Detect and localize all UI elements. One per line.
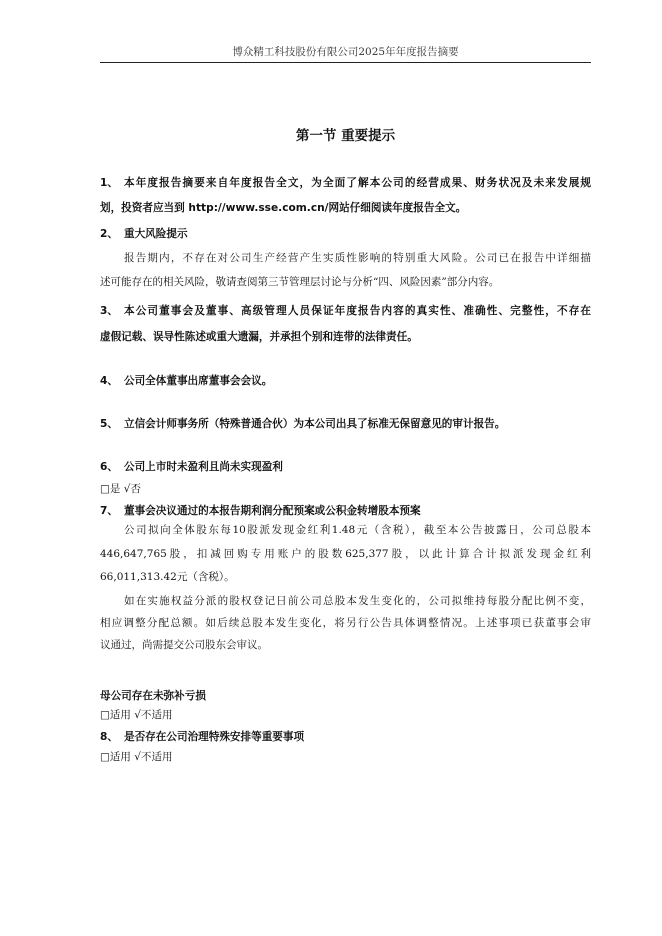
item-3-text-line2: 虚假记载、误导性陈述或重大遗漏，并承担个别和连带的法律责任。 bbox=[100, 331, 418, 343]
item-7-para2-line3: 议通过，尚需提交公司股东会审议。 bbox=[100, 639, 268, 651]
item-7-para1-line2: 446,647,765股，扣减回购专用账户的股数625,377股，以此计算合计拟派发现金红利 bbox=[100, 548, 591, 560]
item-4-number: 4、 bbox=[100, 375, 118, 387]
item-2-para-line1: 报告期内，不存在对公司生产经营产生实质性影响的特别重大风险。公司已在报告中详细描 bbox=[124, 252, 591, 264]
page-header: 博众精工科技股份有限公司2025年年度报告摘要 bbox=[232, 46, 459, 58]
item-5-text: 立信会计师事务所（特殊普通合伙）为本公司出具了标准无保留意见的审计报告。 bbox=[124, 418, 506, 430]
item-6-option: □是 √否 bbox=[100, 483, 141, 495]
item-1-number: 1、 bbox=[100, 177, 118, 189]
item-7-number: 7、 bbox=[100, 505, 118, 517]
item-6-number: 6、 bbox=[100, 461, 118, 473]
item-3-text-line1: 本公司董事会及董事、高级管理人员保证年度报告内容的真实性、准确性、完整性，不存在 bbox=[124, 305, 591, 317]
item-7-para2-line2: 相应调整分配总额。如后续总股本发生变化，将另行公告具体调整情况。上述事项已获董事会审 bbox=[100, 617, 591, 629]
item-8-number: 8、 bbox=[100, 731, 118, 743]
item-8-heading: 是否存在公司治理特殊安排等重要事项 bbox=[124, 731, 305, 743]
section-title: 第一节 重要提示 bbox=[295, 128, 396, 144]
item-2-number: 2、 bbox=[100, 228, 118, 240]
item-2-para-line2: 述可能存在的相关风险，敬请查阅第三节管理层讨论与分析“四、风险因素”部分内容。 bbox=[100, 276, 500, 288]
item-3-number: 3、 bbox=[100, 305, 118, 317]
item-5-number: 5、 bbox=[100, 418, 118, 430]
item-8-option: □适用 √不适用 bbox=[100, 751, 173, 763]
item-7-para1-line3: 66,011,313.42元（含税）。 bbox=[100, 571, 235, 583]
item-7-heading: 董事会决议通过的本报告期利润分配预案或公积金转增股本预案 bbox=[124, 505, 421, 517]
item-1-text-line2: 划，投资者应当到 http://www.sse.com.cn/网站仔细阅读年度报告全文。 bbox=[100, 202, 467, 214]
item-7-para1-line1: 公司拟向全体股东每10股派发现金红利1.48元（含税），截至本公告披露日，公司总股本 bbox=[124, 524, 591, 536]
parent-loss-option: □适用 √不适用 bbox=[100, 709, 173, 721]
item-7-para2-line1: 如在实施权益分派的股权登记日前公司总股本发生变化的，公司拟维持每股分配比例不变， bbox=[124, 595, 591, 607]
item-2-heading: 重大风险提示 bbox=[124, 228, 188, 240]
item-4-text: 公司全体董事出席董事会会议。 bbox=[124, 375, 273, 387]
item-6-heading: 公司上市时未盈利且尚未实现盈利 bbox=[124, 461, 283, 473]
item-1-text-line1: 本年度报告摘要来自年度报告全文，为全面了解本公司的经营成果、财务状况及未来发展规 bbox=[124, 177, 591, 189]
header-rule bbox=[100, 62, 591, 63]
parent-loss-heading: 母公司存在未弥补亏损 bbox=[100, 690, 206, 702]
